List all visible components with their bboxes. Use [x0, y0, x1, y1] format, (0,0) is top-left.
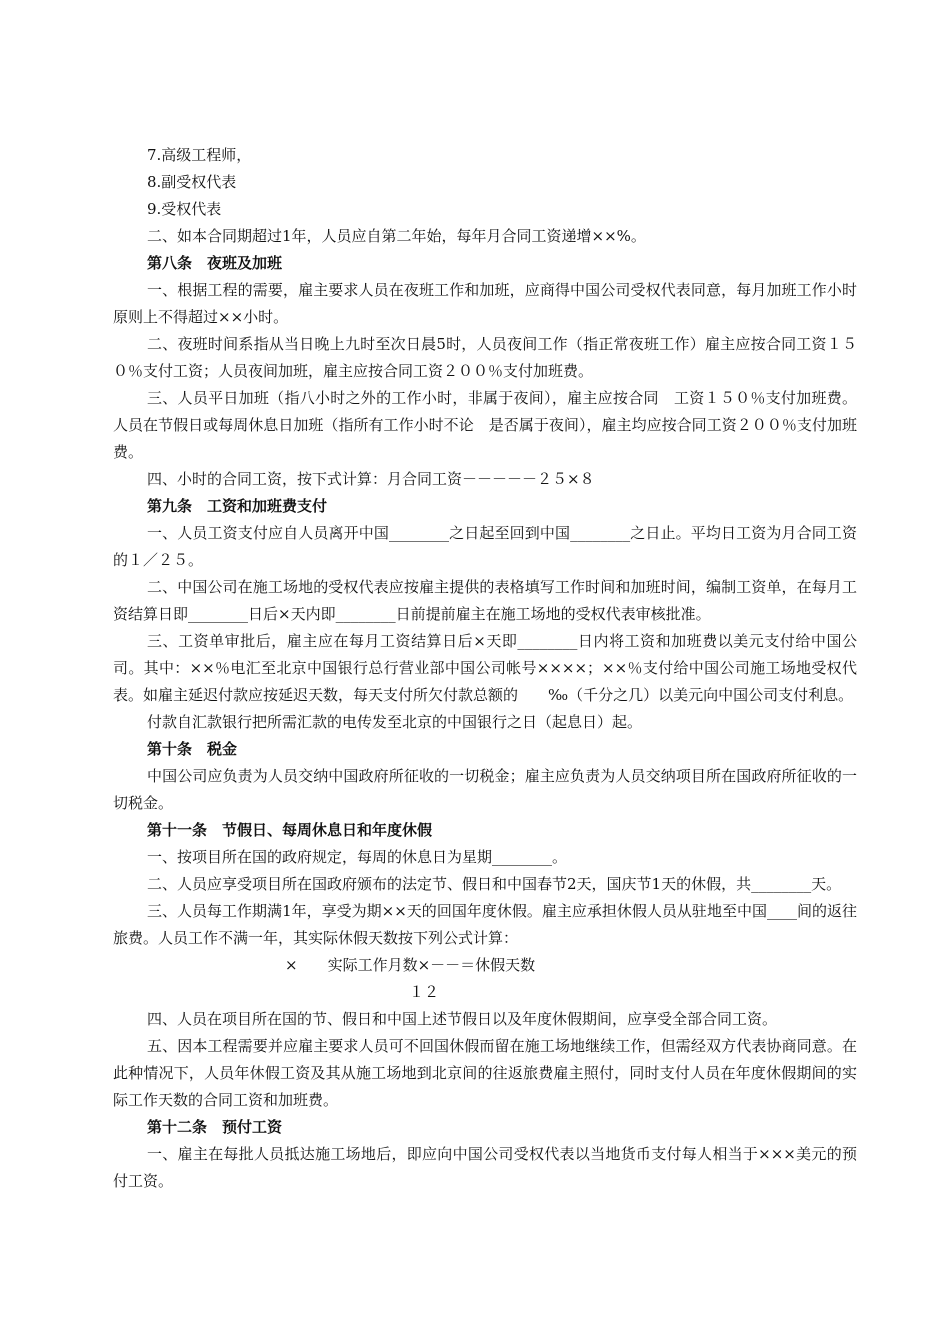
paragraph-9-4: 付款自汇款银行把所需汇款的电传发至北京的中国银行之日（起息日）起。: [147, 713, 643, 731]
heading-article-10: 第十条 税金: [147, 740, 238, 758]
paragraph-12-1: 一、雇主在每批人员抵达施工场地后，即应向中国公司受权代表以当地货币支付每人相当于×××美元的预付工资。: [113, 1145, 857, 1190]
paragraph-11-4: 四、人员在项目所在国的节、假日和中国上述节假日以及年度休假期间，应享受全部合同工资。: [147, 1010, 778, 1028]
paragraph-8-3: 三、人员平日加班（指八小时之外的工作小时，非属于夜间），雇主应按合同 工资１５０％支付加班费。人员在节假日或每周休息日加班（指所有工作小时不论 是否属于夜间），雇主均应按合同工资２００％支付加班费。: [113, 389, 857, 461]
paragraph-8-4: 四、小时的合同工资，按下式计算：月合同工资－－－－－２５×８: [147, 470, 595, 488]
list-item-senior-engineer: 7.高级工程师，: [147, 146, 252, 164]
paragraph-8-1: 一、根据工程的需要，雇主要求人员在夜班工作和加班，应商得中国公司受权代表同意，每月加班工作小时原则上不得超过××小时。: [113, 281, 857, 326]
heading-article-8: 第八条 夜班及加班: [147, 254, 283, 272]
paragraph-9-3: 三、工资单审批后，雇主应在每月工资结算日后×天即________日内将工资和加班费以美元支付给中国公司。其中：××％电汇至北京中国银行总行营业部中国公司帐号××××；××％支付给中国公司施工场地受权代表。如雇主延迟付款应按延迟天数，每天支付所欠付款总额的 ‰（千分之几）以美元向中国公司支付利息。: [113, 632, 857, 704]
paragraph-10-1: 中国公司应负责为人员交纳中国政府所征收的一切税金；雇主应负责为人员交纳项目所在国政府所征收的一切税金。: [113, 767, 857, 812]
paragraph-11-5: 五、因本工程需要并应雇主要求人员可不回国休假而留在施工场地继续工作，但需经双方代表协商同意。在此种情况下，人员年休假工资及其从施工场地到北京间的往返旅费雇主照付，同时支付人员在年度休假期间的实际工作天数的合同工资和加班费。: [113, 1037, 857, 1109]
paragraph-11-1: 一、按项目所在国的政府规定，每周的休息日为星期________。: [147, 848, 568, 866]
paragraph-9-2: 二、中国公司在施工场地的受权代表应按雇主提供的表格填写工作时间和加班时间，编制工资单，在每月工资结算日即________日后×天内即________日前提前雇主在施工场地的受权代表审核批准。: [113, 578, 857, 623]
heading-article-11: 第十一条 节假日、每周休息日和年度休假: [147, 821, 433, 839]
heading-article-12: 第十二条 预付工资: [147, 1118, 283, 1136]
formula-denominator: １２: [409, 983, 440, 1001]
formula-line: × 实际工作月数×－－＝休假天数: [285, 956, 536, 974]
paragraph-wage-increase: 二、如本合同期超过1年，人员应自第二年始，每年月合同工资递增××%。: [147, 227, 646, 245]
paragraph-8-2: 二、夜班时间系指从当日晚上九时至次日晨5时，人员夜间工作（指正常夜班工作）雇主应按合同工资１５０％支付工资；人员夜间加班，雇主应按合同工资２００％支付加班费。: [113, 335, 857, 380]
list-item-deputy-representative: 8.副受权代表: [147, 173, 237, 191]
document-page: [113, 142, 857, 1195]
paragraph-11-3: 三、人员每工作期满1年，享受为期××天的回国年度休假。雇主应承担休假人员从驻地至中国____间的返往旅费。人员工作不满一年，其实际休假天数按下列公式计算：: [113, 902, 857, 947]
list-item-representative: 9.受权代表: [147, 200, 222, 218]
paragraph-11-2: 二、人员应享受项目所在国政府颁布的法定节、假日和中国春节2天，国庆节1天的休假，共________天。: [147, 875, 842, 893]
heading-article-9: 第九条 工资和加班费支付: [147, 497, 328, 515]
paragraph-9-1: 一、人员工资支付应自人员离开中国________之日起至回到中国________之日止。平均日工资为月合同工资的１／２５。: [113, 524, 857, 569]
